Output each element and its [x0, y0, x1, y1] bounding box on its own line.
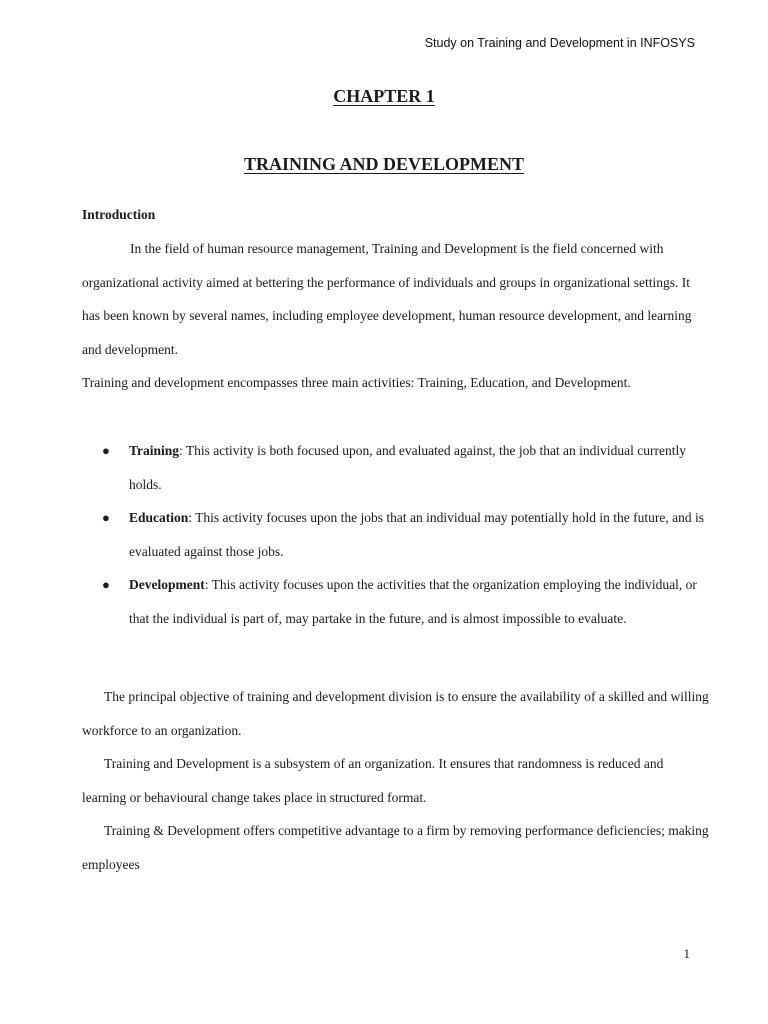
list-item-development [82, 568, 710, 635]
bullet-description: : This activity focuses upon the jobs that an individual may potentially hold in the future, and is evaluated against those jobs. [129, 510, 704, 559]
bullet-description: : This activity focuses upon the activities that the organization employing the individual, or that the individual is part of, may partake in the future, and is almost impossible to evaluate. [129, 577, 697, 626]
subsystem-paragraph: Training and Development is a subsystem of an organization. It ensures that randomness is reduced and learning or behavioural change takes place in structured format. [82, 756, 664, 805]
bullet-description: : This activity is both focused upon, and evaluated against, the job that an individual currently holds. [129, 443, 687, 492]
bullet-icon: ● [102, 577, 110, 592]
page-number: 1 [683, 946, 690, 961]
list-item-education [82, 501, 710, 568]
bullet-icon: ● [102, 443, 110, 458]
list-item-training [82, 434, 710, 501]
bullet-term: Training [129, 443, 180, 458]
activities-list [82, 434, 710, 635]
bullet-term: Education [129, 510, 189, 525]
introduction-paragraph: In the field of human resource management, Training and Development is the field concerned with organizational activity aimed at bettering the performance of individuals and groups in organizational settings. It has been known by several names, including employee development, human resource development, and learning and development. [82, 241, 692, 357]
introduction-heading: Introduction [82, 207, 156, 222]
running-header: Study on Training and Development in INFOSYS [424, 36, 695, 50]
advantage-paragraph: Training & Development offers competitive advantage to a firm by removing performance deficiencies; making employees [82, 823, 709, 872]
chapter-label: CHAPTER 1 [333, 86, 435, 106]
objective-paragraph: The principal objective of training and development division is to ensure the availability of a skilled and willing workforce to an organization. [82, 689, 709, 738]
bullet-term: Development [129, 577, 205, 592]
chapter-title: TRAINING AND DEVELOPMENT [243, 154, 525, 174]
bullet-icon: ● [102, 510, 110, 525]
activities-intro-paragraph: Training and development encompasses three main activities: Training, Education, and Development. [82, 375, 631, 390]
